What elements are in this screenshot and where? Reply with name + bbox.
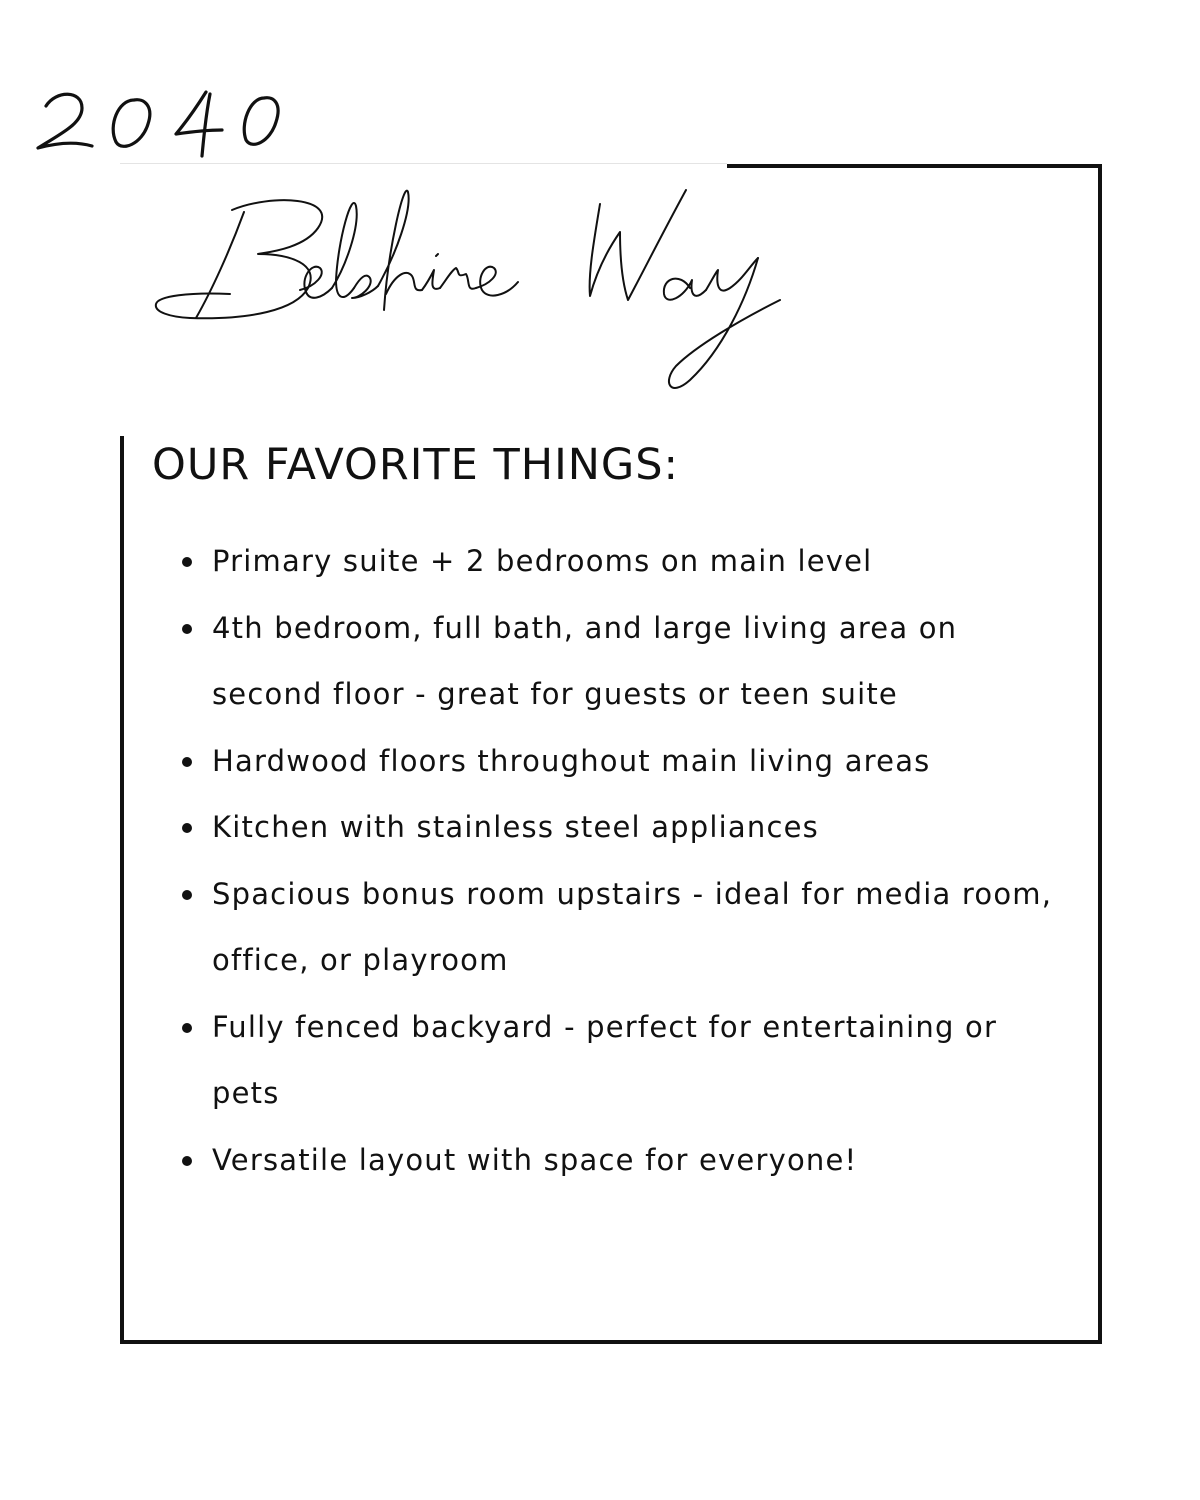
list-item bbox=[182, 528, 1062, 595]
house-number bbox=[30, 70, 290, 170]
list-item bbox=[182, 595, 1062, 728]
feature-text: Hardwood floors throughout main living areas bbox=[212, 743, 931, 778]
list-item bbox=[182, 994, 1062, 1127]
feature-text: Kitchen with stainless steel appliances bbox=[212, 810, 819, 844]
bullet-icon bbox=[182, 1156, 192, 1166]
feature-text: Spacious bonus room upstairs - ideal for media room, office, or playroom bbox=[212, 876, 1053, 977]
feature-text: Primary suite + 2 bedrooms on main level bbox=[212, 544, 873, 578]
list-item bbox=[182, 794, 1062, 861]
bullet-icon bbox=[182, 1023, 192, 1033]
house-number-script bbox=[30, 70, 290, 170]
section-heading: OUR FAVORITE THINGS: bbox=[152, 440, 680, 490]
bullet-icon bbox=[182, 890, 192, 900]
bullet-icon bbox=[182, 823, 192, 833]
frame-right-border bbox=[1098, 164, 1102, 1344]
list-item bbox=[182, 861, 1062, 994]
list-item bbox=[182, 728, 1062, 795]
feature-list bbox=[182, 528, 1062, 1193]
feature-text: 4th bedroom, full bath, and large living area on second floor - great for guests or teen suite bbox=[212, 610, 958, 711]
bullet-icon bbox=[182, 624, 192, 634]
frame-left-border bbox=[120, 436, 124, 1344]
street-name bbox=[150, 170, 790, 400]
frame-top-border bbox=[727, 164, 1102, 168]
feature-text: Versatile layout with space for everyone! bbox=[212, 1142, 858, 1177]
feature-text: Fully fenced backyard - perfect for entertaining or pets bbox=[212, 1009, 998, 1110]
bullet-icon bbox=[182, 557, 192, 567]
bullet-icon bbox=[182, 757, 192, 767]
frame-bottom-border bbox=[120, 1340, 1102, 1344]
list-item bbox=[182, 1127, 1062, 1194]
street-name-script bbox=[150, 170, 790, 400]
